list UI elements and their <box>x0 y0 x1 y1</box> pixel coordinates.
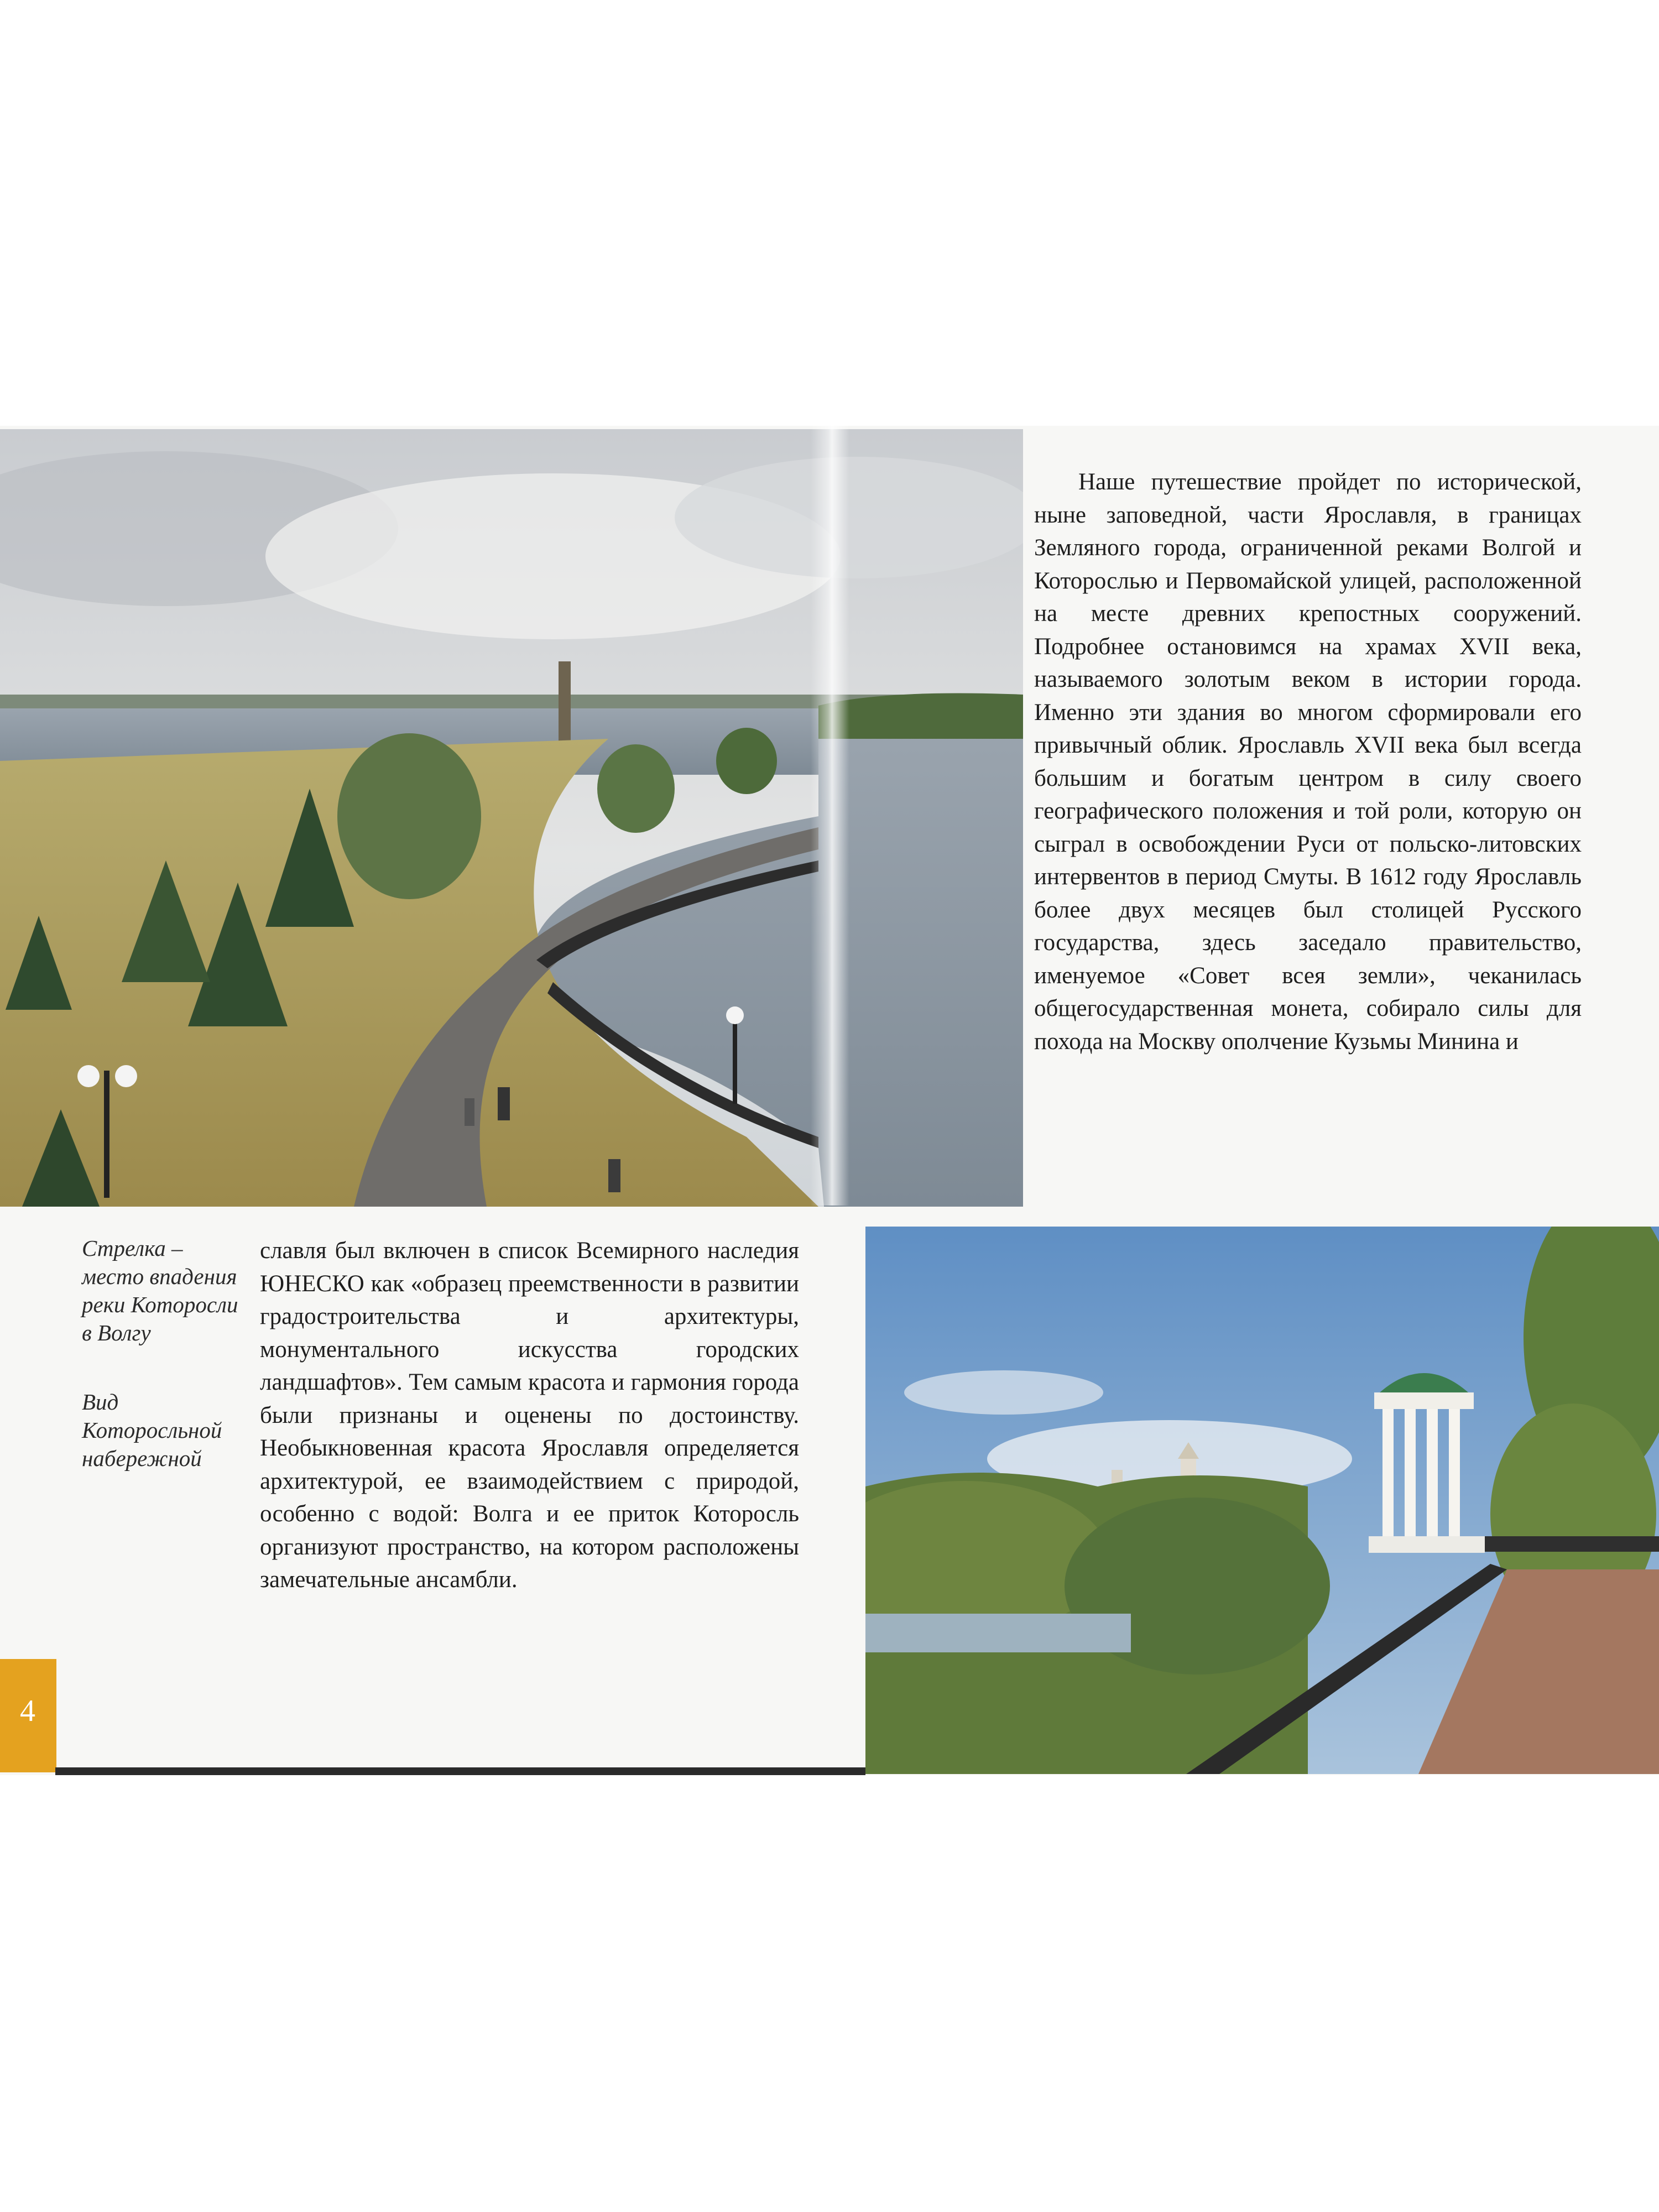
caption-strelka: Стрелка – место впадения реки Которосли в Волгу <box>82 1235 238 1345</box>
caption-embankment: Вид Которосльной набережной <box>82 1389 222 1471</box>
rotunda-illustration <box>865 1227 1659 1774</box>
right-paragraph: Наше путешествие пройдет по исторической, ныне заповедной, части Ярославля, в границах Земляного города, ограниченной реками Волгой и Которослью и Первомайской улицей, расположенной на месте древних крепостных сооружений. Подробнее остановимся на храмах XVII века, называемого золотым веком в истории города. Именно эти здания во многом сформировали его привычный облик. Ярославль XVII века был всегда большим и богатым центром в силу своего географического положения и той роли, которую он сыграл в освобождении Руси от польско-литовских интервентов в период Смуты. В 1612 году Ярославль более двух месяцев был столицей Русского государства, здесь заседало правительство, именуемое «Совет всея земли», чеканилась общегосударственная монета, собирало силы для похода на Москву ополчение Кузьмы Минина и <box>1034 469 1582 1055</box>
strelka-photo <box>0 429 1023 1207</box>
page-bottom-edge <box>55 1767 865 1775</box>
rotunda-photo <box>865 1227 1659 1774</box>
right-column-text <box>1034 466 1582 1058</box>
strelka-illustration <box>0 429 1023 1207</box>
left-column-text <box>260 1234 799 1597</box>
left-paragraph: славля был включен в список Всемирного наследия ЮНЕСКО как «образец преемственности в развитии градостроительства и архитектуры, монументального искусства городских ландшафтов». Тем самым красота и гармония города были признаны и оценены по достоинству. Необыкновенная красота Ярославля определяется архитектурой, ее взаимодействием с природой, особенно с водой: Волга и ее приток Которосль организуют пространство, на котором расположены замечательные ансамбли. <box>260 1238 799 1593</box>
page-number: 4 <box>20 1694 35 1728</box>
page-gutter <box>811 426 849 1206</box>
